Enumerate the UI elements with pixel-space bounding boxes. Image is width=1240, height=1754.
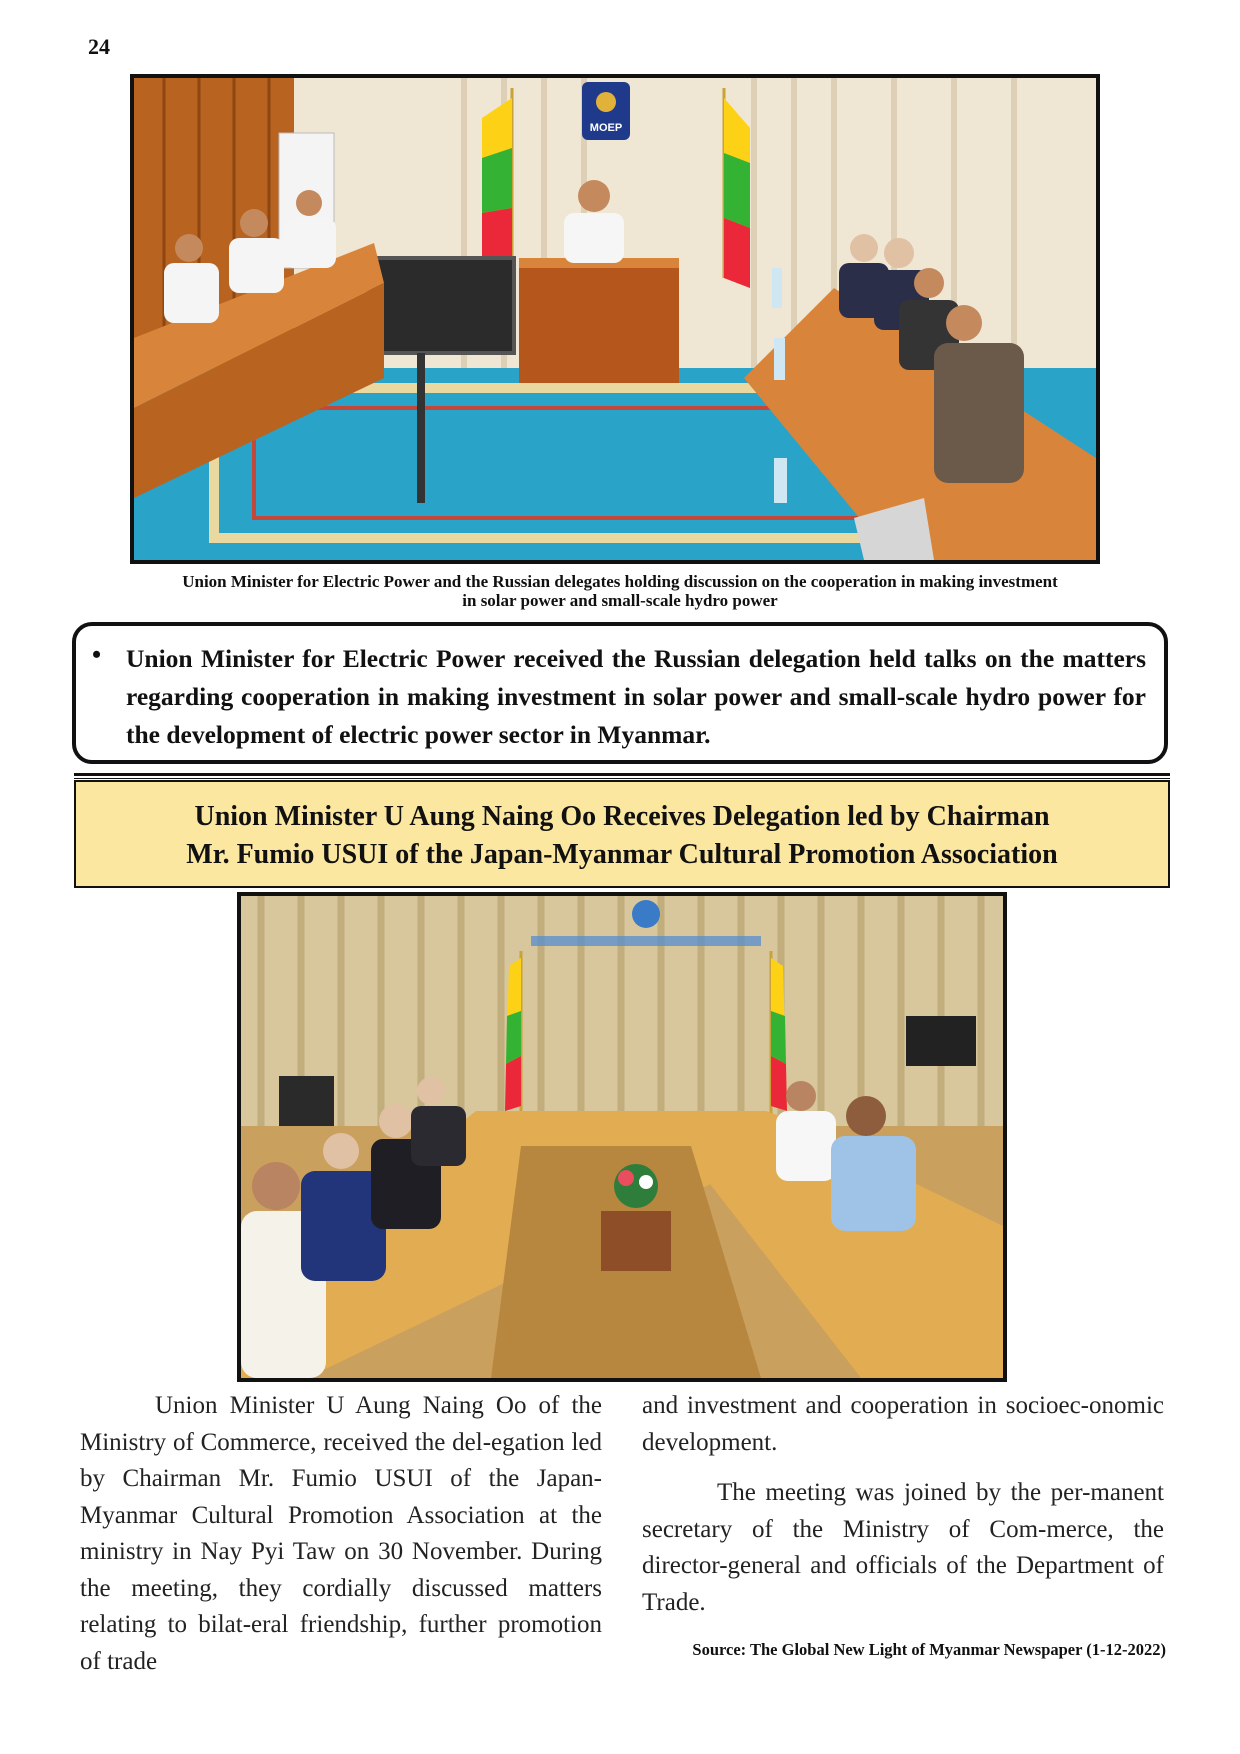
headline-line-2: Mr. Fumio USUI of the Japan-Myanmar Cultural Promotion Association xyxy=(186,839,1058,870)
highlight-summary-box xyxy=(72,622,1168,764)
article-headline xyxy=(74,780,1170,888)
moep-logo-text: MOEP xyxy=(589,122,623,134)
caption-line-1: Union Minister for Electric Power and the Russian delegates holding discussion on the cooperation in making investment xyxy=(182,572,1058,591)
meeting-photo-electric-power xyxy=(130,74,1100,564)
divider-rule xyxy=(74,773,1170,776)
divider-rule-thin xyxy=(74,778,1170,779)
article-paragraph-1-continued: and investment and cooperation in socioec-onomic development. xyxy=(642,1392,1164,1456)
source-credit: Source: The Global New Light of Myanmar Newspaper (1-12-2022) xyxy=(692,1640,1166,1659)
caption-line-2: in solar power and small-scale hydro power xyxy=(462,591,778,610)
meeting-photo-commerce xyxy=(237,892,1007,1382)
page-number: 24 xyxy=(88,34,110,59)
article-column-2 xyxy=(642,1388,1164,1621)
commerce-meeting-illustration xyxy=(241,896,1003,1378)
photo-caption-electric-power xyxy=(80,572,1160,610)
article-paragraph-1: Union Minister U Aung Naing Oo of the Ministry of Commerce, received the del-egation led by Chairman Mr. Fumio USUI of the Japan-Myanmar Cultural Promotion Association at the ministry in Nay Pyi Taw on 30 November. During the meeting, they cordially discussed matters relating to bilat-eral friendship, further promotion of trade xyxy=(80,1392,602,1675)
headline-line-1: Union Minister U Aung Naing Oo Receives Delegation led by Chairman xyxy=(194,801,1050,832)
article-column-1 xyxy=(80,1388,602,1680)
highlight-text: Union Minister for Electric Power received the Russian delegation held talks on the matters regarding cooperation in making investment in solar power and small-scale hydro power for the development of electric power sector in Myanmar. xyxy=(126,644,1146,749)
bullet-point: • xyxy=(92,640,102,669)
article-paragraph-2: The meeting was joined by the per-manent secretary of the Ministry of Com-merce, the director-general and officials of the Department of Trade. xyxy=(642,1479,1164,1616)
meeting-scene-illustration xyxy=(134,78,1096,560)
